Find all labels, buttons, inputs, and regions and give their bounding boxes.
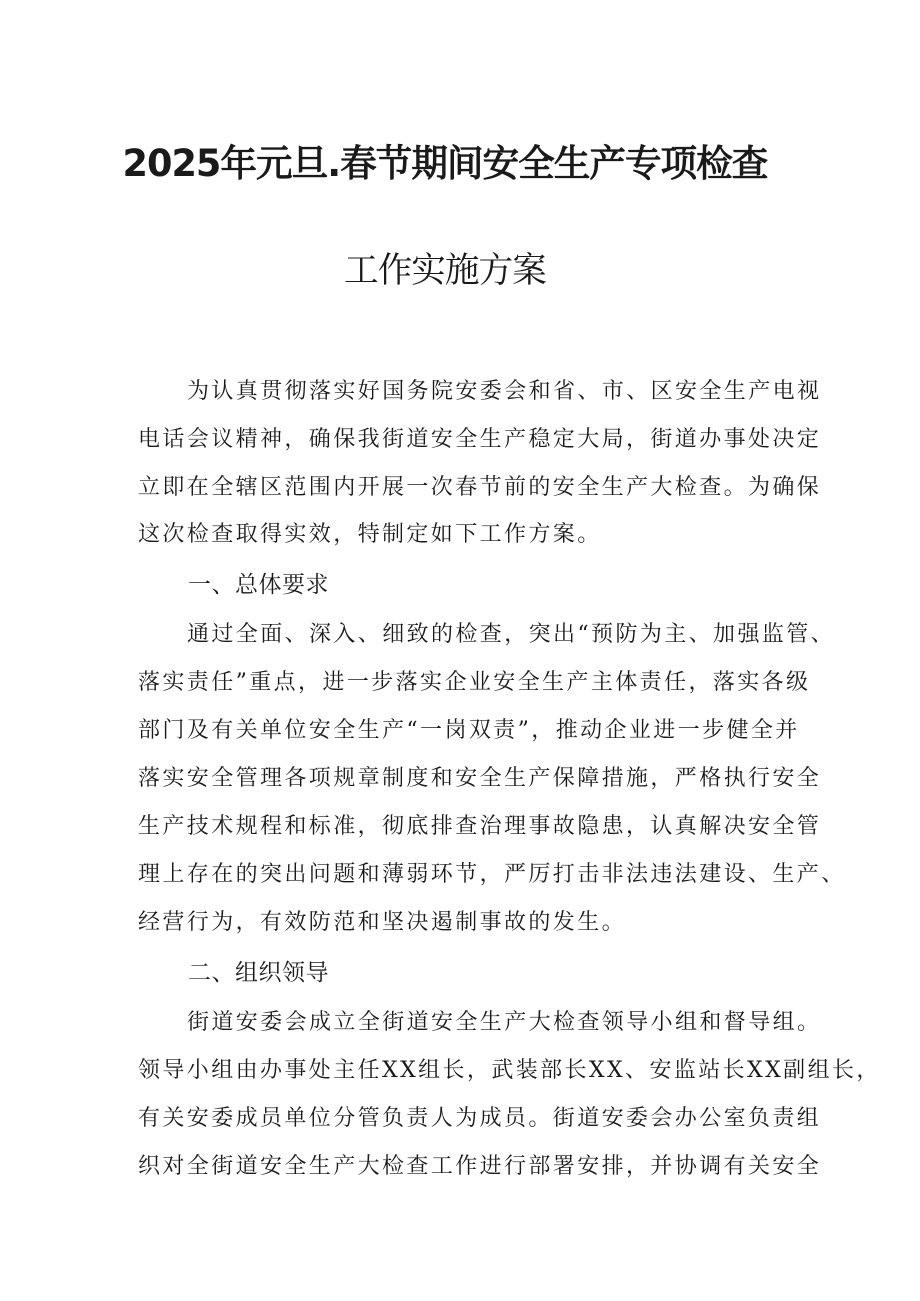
paragraph-line: 织对全街道安全生产大检查工作进行部署安排，并协调有关安全 [138, 1154, 822, 1179]
paragraph-line: 理上存在的突出问题和薄弱环节，严厉打击非法违法建设、生产、 [138, 862, 846, 887]
section-heading: 一、总体要求 [188, 572, 329, 598]
intro-line: 为认真贯彻落实好国务院安委会和省、市、区安全生产电视 [187, 379, 822, 404]
paragraph-line: 经营行为，有效防范和坚决遏制事故的发生。 [138, 910, 627, 935]
paragraph-line: 领导小组由办事处主任XX组长，武装部长XX、安监站长XX副组长， [138, 1058, 881, 1083]
paragraph-line: 落实安全管理各项规章制度和安全生产保障措施，严格执行安全 [138, 766, 822, 791]
section-heading: 二、组织领导 [188, 960, 329, 986]
paragraph-line: 通过全面、深入、细致的检查，突出“预防为主、加强监管、 [187, 622, 836, 647]
intro-line: 电话会议精神，确保我街道安全生产稳定大局，街道办事处决定 [138, 427, 822, 452]
document-title-line2: 工作实施方案 [344, 251, 546, 291]
intro-line: 这次检查取得实效，特制定如下工作方案。 [138, 522, 602, 547]
paragraph-line: 街道安委会成立全街道安全生产大检查领导小组和督导组。 [187, 1010, 822, 1035]
document-title-line1: 2025年元旦.春节期间安全生产专项检查 [122, 142, 768, 185]
paragraph-line: 部门及有关单位安全生产“一岗双责”，推动企业进一步健全并 [138, 718, 800, 743]
paragraph-line: 落实责任”重点，进一步落实企业安全生产主体责任，落实各级 [138, 670, 811, 695]
paragraph-line: 有关安委成员单位分管负责人为成员。街道安委会办公室负责组 [138, 1106, 822, 1131]
paragraph-line: 生产技术规程和标准，彻底排查治理事故隐患，认真解决安全管 [138, 814, 822, 839]
intro-line: 立即在全辖区范围内开展一次春节前的安全生产大检查。为确保 [138, 475, 822, 500]
